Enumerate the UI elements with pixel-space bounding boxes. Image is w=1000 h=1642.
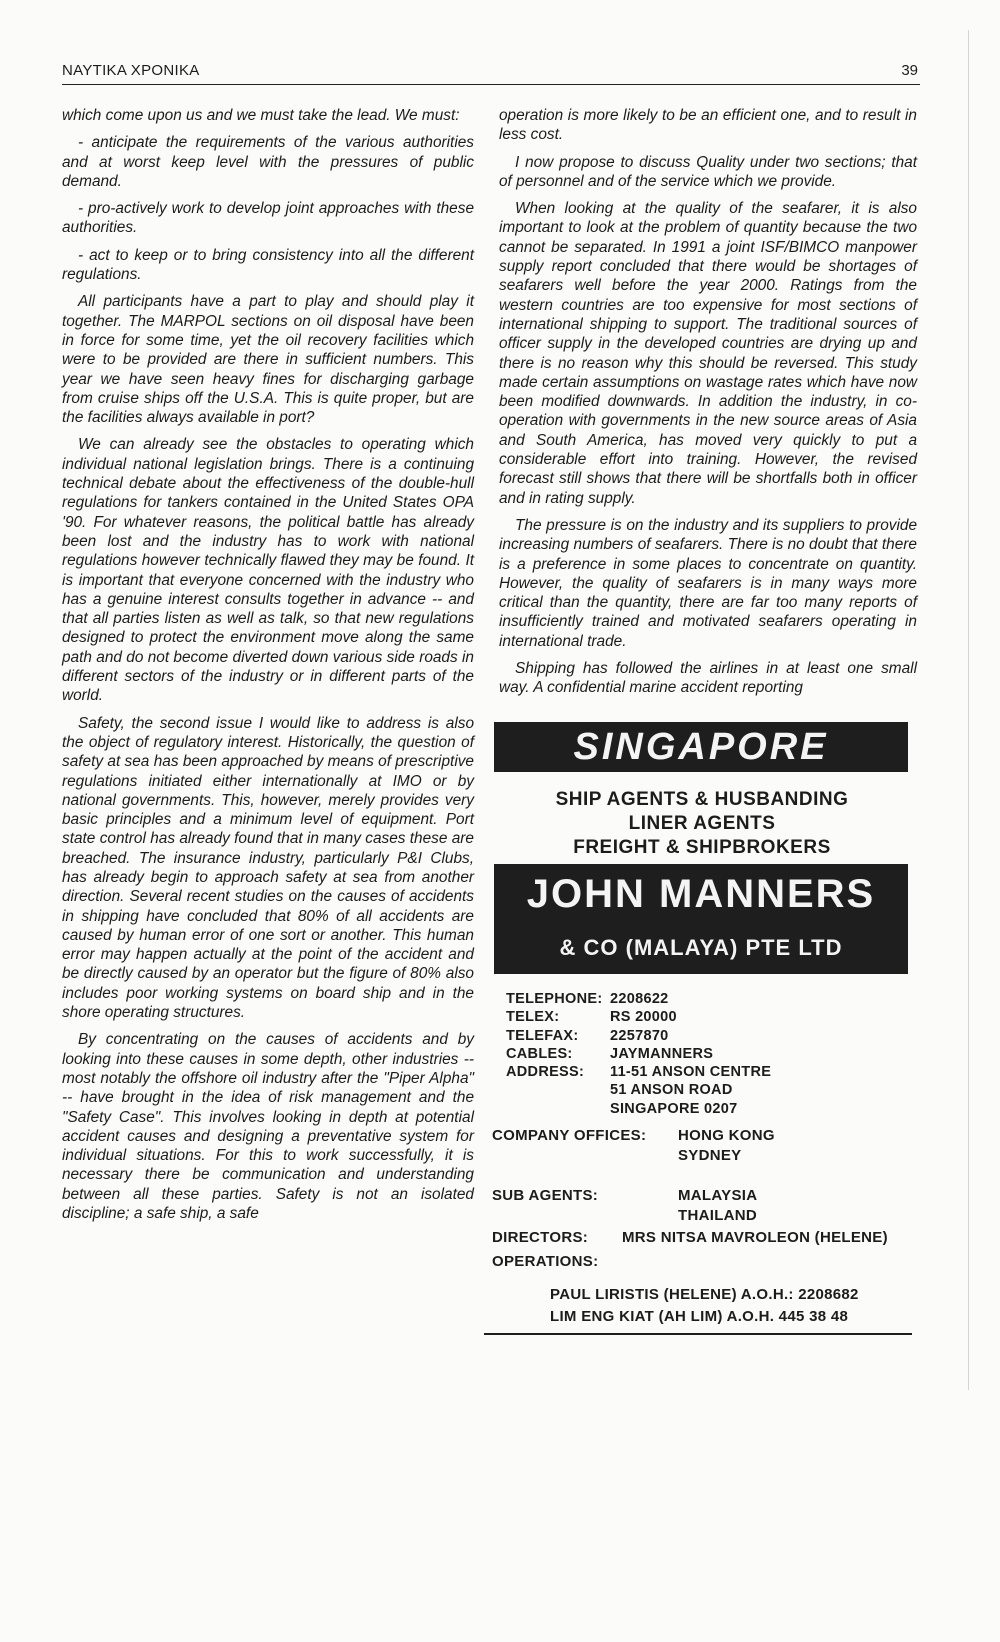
paragraph: The pressure is on the industry and its suppliers to provide increasing numbers of seafarers. There is no doubt that there is a preference in some places to concentrate on quantity. However, the quality of seafarers is in many ways more critical than the quantity, there are far too many reports of insufficiently trained and motivated seafarers operating in international trade. [499, 516, 917, 650]
service-item: LINER AGENTS [628, 813, 776, 834]
office-location: HONG KONG [678, 1127, 775, 1144]
office-location: SYDNEY [678, 1147, 742, 1164]
offices-row [492, 1126, 775, 1146]
address-line: SINGAPORE 0207 [610, 1100, 738, 1117]
paragraph: which come upon us and we must take the lead. We must: [62, 107, 460, 124]
service-item: FREIGHT & SHIPBROKERS [573, 837, 831, 858]
contact-row [506, 1027, 771, 1045]
contact-details [506, 990, 771, 1118]
advertisement [484, 712, 920, 1642]
telex-label: TELEX: [506, 1009, 560, 1026]
address-line: 51 ANSON ROAD [610, 1082, 733, 1099]
paragraph: All participants have a part to play and should play it together. The MARPOL sections on oil disposal have been in force for some time, yet the oil recovery facilities which were to be provided are there in sufficient numbers. This year we have seen heavy fines for discharging garbage from cruise ships off the U.S.A. This is quite proper, but are the facilities always available in port? [62, 293, 474, 427]
left-column [62, 106, 474, 1231]
operations-contact: LIM ENG KIAT (AH LIM) A.O.H. 445 38 48 [550, 1308, 849, 1325]
sub-agents-row [492, 1186, 757, 1206]
sub-agents-label: SUB AGENTS: [492, 1187, 599, 1204]
company-suffix: & CO (MALAYA) PTE LTD [559, 935, 843, 960]
paragraph: I now propose to discuss Quality under two sections; that of personnel and of the service which we provide. [499, 153, 917, 190]
company-offices [492, 1126, 775, 1166]
telex-value: RS 20000 [610, 1009, 677, 1026]
ad-bottom-rule [484, 1333, 912, 1335]
contact-row [506, 990, 771, 1008]
page-edge-line [968, 30, 969, 1390]
company-offices-label: COMPANY OFFICES: [492, 1127, 647, 1144]
directors-value: MRS NITSA MAVROLEON (HELENE) [622, 1229, 888, 1246]
paragraph: - anticipate the requirements of the various authorities and at worst keep level with the pressures of public demand. [62, 134, 474, 190]
telephone-label: TELEPHONE: [506, 991, 603, 1007]
paragraph: We can already see the obstacles to operating which individual national legislation brings. There is a continuing technical debate about the effectiveness of the double-hull regulations for tankers contained in the United States OPA '90. For whatever reasons, the political battle has already been lost and the industry has to work with national regulations however technically flawed they may be found. It is important that everyone concerned with the industry who has a genuine interest consults together in advance -- and that all parties listen as well as talk, so that new regulations designed to protect the environment move along the same path and do not become diverted down various side roads in different sectors of the industry or in different parts of the world. [62, 436, 474, 705]
paragraph: - act to keep or to bring consistency into all the different regulations. [62, 246, 474, 284]
telefax-label: TELEFAX: [506, 1027, 579, 1044]
services-list [484, 788, 920, 860]
operations-contacts [550, 1284, 859, 1328]
contact-row [506, 1008, 771, 1026]
directors-label: DIRECTORS: [492, 1229, 589, 1246]
sub-agents [492, 1186, 757, 1226]
page-number: 39 [901, 62, 918, 79]
operations-label: OPERATIONS: [492, 1253, 599, 1270]
running-title: ΝΑΥΤΙΚΑ ΧΡΟΝΙΚΑ [62, 62, 200, 79]
company-name: JOHN MANNERS [526, 872, 876, 916]
page-header [62, 58, 920, 85]
company-banner [494, 864, 908, 974]
directors-row [492, 1228, 888, 1248]
address-line: 11-51 ANSON CENTRE [610, 1064, 772, 1081]
paragraph: When looking at the quality of the seafarer, it is also important to look at the problem of quantity because the two cannot be separated. In 1991 a joint ISF/BIMCO manpower supply report concluded that there would be shortages of seafarers well before the year 2000. Ratings from the western countries are too expensive for most sections of international shipping to support. The traditional sources of officer supply in the developed countries are drying up and there is no reason why this should be reversed. This study made certain assumptions on wastage rates which have now been modified downwards. In addition the industry, in co-operation with governments in the new source areas of Asia and South America, has moved very quickly to put a considerable effort into training. However, the revised forecast still shows that there will be shortfalls both in officer and in rating supply. [499, 200, 917, 507]
sub-agent-location: MALAYSIA [678, 1187, 758, 1204]
paragraph: operation is more likely to be an efficient one, and to result in less cost. [499, 107, 917, 144]
singapore-banner: SINGAPORE [494, 722, 908, 772]
paragraph: Safety, the second issue I would like to address is also the object of regulatory interest. Historically, the question of safety at sea has been approached by means of prescriptive regulations initiated either internationally at IMO or by national governments. This, however, merely provides very basic principles and a minimum level of equipment. Port state control has already found that in many cases these are breached. The insurance industry, particularly P&I Clubs, has already begin to approach safety at sea from another direction. Several recent studies on the causes of accidents in shipping have concluded that 80% of all accidents are caused by human error of one sort or another. This human error may happen actually at the point of the accident and be directly caused by an operator but the figure of 80% also includes poor working systems on board ship and in the shore operating structures. [62, 714, 474, 1022]
service-item: SHIP AGENTS & HUSBANDING [555, 789, 849, 810]
offices-row [492, 1146, 775, 1166]
sub-agents-row [492, 1206, 757, 1226]
operations-contact: PAUL LIRISTIS (HELENE) A.O.H.: 2208682 [550, 1286, 859, 1303]
right-column [499, 106, 917, 706]
sub-agent-location: THAILAND [678, 1207, 758, 1224]
cables-value: JAYMANNERS [610, 1045, 714, 1062]
directors [492, 1228, 888, 1248]
contact-row [506, 1045, 771, 1063]
contact-row [506, 1063, 771, 1081]
paragraph: - pro-actively work to develop joint approaches with these authorities. [62, 200, 474, 237]
telefax-value: 2257870 [610, 1027, 669, 1044]
telephone-value: 2208622 [610, 991, 669, 1007]
paragraph: By concentrating on the causes of accidents and by looking into these causes in some depth, other industries -- most notably the offshore oil industry after the "Piper Alpha" -- have brought in the idea of risk management and the "Safety Case". This involves looking in depth at potential accident causes and designing a preventative system for individual situations. For this to work successfully, it is necessary there be communication and understanding between all these parties. Safety is not an isolated discipline; a safe ship, a safe [62, 1031, 474, 1223]
address-label: ADDRESS: [506, 1064, 585, 1081]
paragraph: Shipping has followed the airlines in at least one small way. A confidential marine accident reporting [499, 660, 917, 697]
cables-label: CABLES: [506, 1045, 573, 1062]
